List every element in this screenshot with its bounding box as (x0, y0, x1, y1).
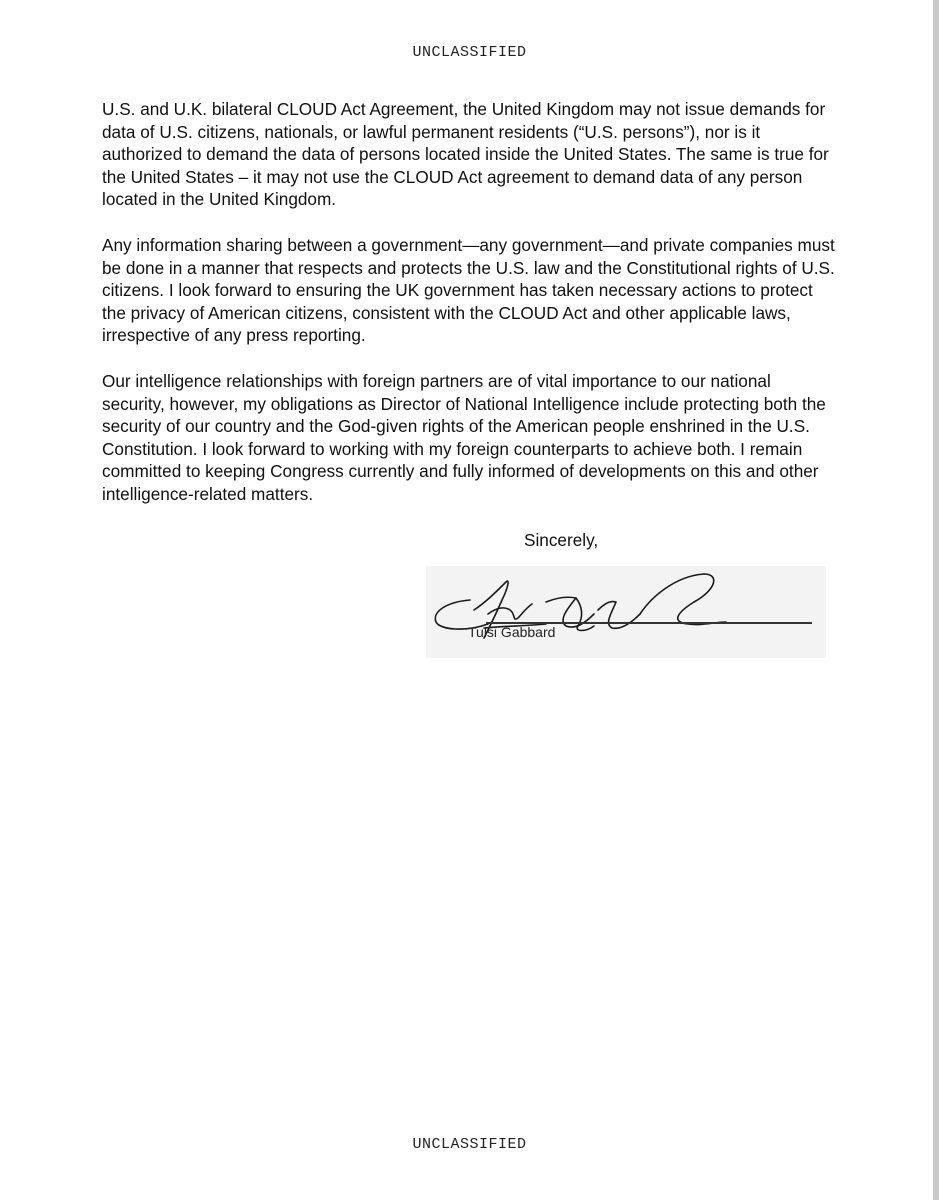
page-edge (933, 0, 939, 1200)
paragraph-information-sharing: Any information sharing between a government—any government—and private companies must be done in a manner that respects and protects the U.S. law and the Constitutional rights of U.S. citizens. I look forward to ensuring the UK government has taken necessary actions to protect the privacy of American citizens, consistent with the CLOUD Act and other applicable laws, irrespective of any press reporting. (102, 234, 835, 346)
closing-salutation: Sincerely, (524, 530, 599, 550)
letter-body (102, 98, 838, 529)
classification-header: UNCLASSIFIED (412, 44, 527, 61)
classification-footer: UNCLASSIFIED (412, 1136, 527, 1153)
signature-block (426, 566, 826, 658)
handwritten-signature (426, 566, 826, 658)
signer-name: Tulsi Gabbard (468, 624, 556, 640)
paragraph-intelligence-relationships: Our intelligence relationships with foreign partners are of vital importance to our national security, however, my obligations as Director of National Intelligence include protecting both the security of our country and the God-given rights of the American people enshrined in the U.S. Constitution. I look forward to working with my foreign counterparts to achieve both. I remain committed to keeping Congress currently and fully informed of developments on this and other intelligence-related matters. (102, 370, 826, 504)
paragraph-cloud-act: U.S. and U.K. bilateral CLOUD Act Agreement, the United Kingdom may not issue demands for data of U.S. citizens, nationals, or lawful permanent residents (“U.S. persons”), nor is it authorized to demand the data of persons located inside the United States. The same is true for the United States – it may not use the CLOUD Act agreement to demand data of any person located in the United Kingdom. (102, 99, 829, 210)
